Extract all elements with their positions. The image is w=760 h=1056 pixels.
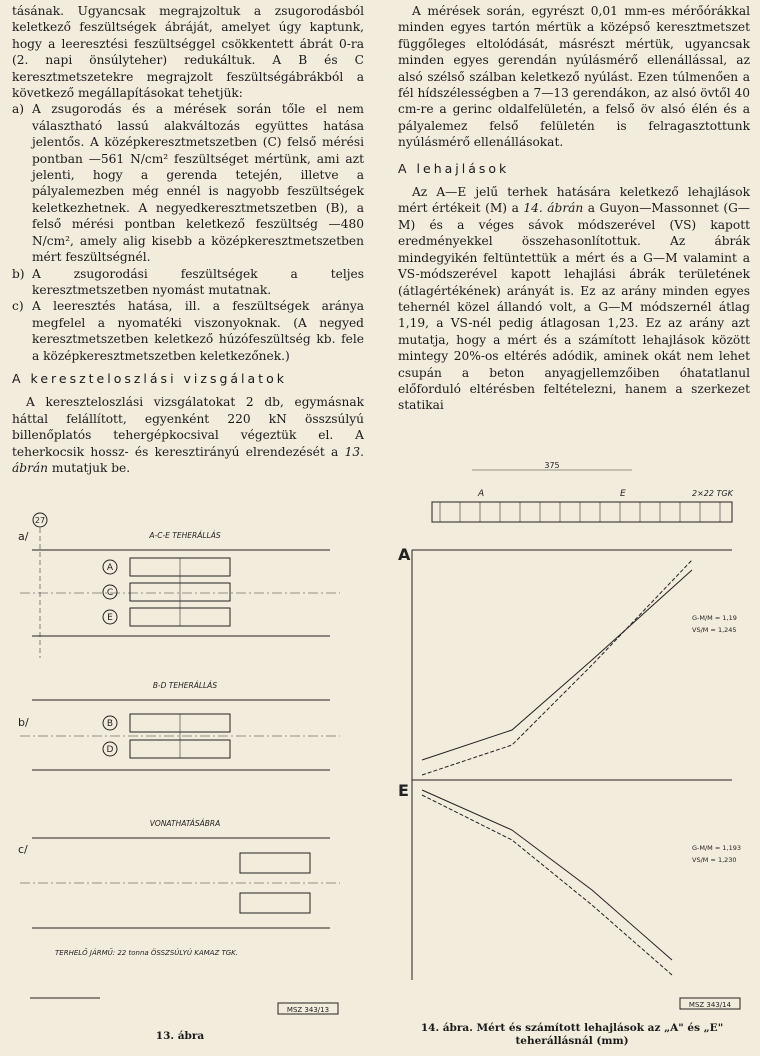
figure-ref: MSZ 343/14	[688, 1001, 732, 1009]
finding-label: c)	[12, 299, 24, 314]
finding-label: b)	[12, 266, 25, 281]
para-text: A kereszteloszlási vizsgálatokat 2 db, egymásnak háttal felállított, egyenként 220 kN összsúlyú billenőplatós tehergépkocsival végeztük el. A teherkocsik hossz- és keresztirányú elrendezését a	[12, 395, 364, 459]
section-heading: A lehajlások	[398, 160, 510, 176]
caption-text: Mért és számított lehajlások az „A" és „E" teherállásnál (mm)	[476, 1022, 724, 1047]
right-paragraph-2	[398, 184, 750, 414]
load-label: D	[106, 745, 114, 755]
calculated-line	[422, 795, 672, 975]
para-text: Az A—E jelű terhek hatására keletkező lehajlások mért értékeit (M) a	[398, 185, 750, 216]
caption-number: 14. ábra.	[420, 1022, 473, 1034]
panel-label: c/	[18, 843, 28, 856]
dimension-label: 375	[544, 461, 560, 470]
ratio-label: VS/M = 1,230	[692, 856, 737, 864]
right-column	[398, 3, 750, 414]
finding-text: A zsugorodási feszültségek a teljes keresztmetszetben nyomást mutatnak.	[32, 266, 364, 297]
figure-reference: 14. ábrán	[523, 201, 584, 216]
panel-title: A-C-E TEHERÁLLÁS	[149, 531, 221, 540]
finding-label: a)	[12, 102, 25, 117]
figure-13-drawing	[10, 508, 350, 1028]
ratio-label: VS/M = 1,245	[692, 626, 737, 634]
finding-item	[12, 298, 364, 364]
load-A-label: A	[478, 489, 485, 499]
figure-14	[392, 460, 752, 1047]
ratio-label: G-M/M = 1,193	[692, 844, 741, 852]
load-label: A	[106, 563, 114, 573]
findings-list	[12, 101, 364, 364]
left-paragraph-1: tásának. Ugyancsak megrajzoltuk a zsugorodásból keletkező feszültségek ábráját, amelyet úgy kaptunk, hogy a leeresztési feszültséggel csökkentett ábrát 0-ra (2. napi önsúlyteher) redukáltuk. A B és C keresztmetszetekre megrajzolt feszültségábrákból a következő megállapításokat tehetjük:	[12, 4, 364, 101]
figure-13	[10, 508, 350, 1042]
load-note: 2×22 TGK	[692, 489, 733, 498]
figure-ref: MSZ 343/13	[286, 1006, 330, 1014]
load-E-label: E	[620, 489, 626, 499]
finding-item	[12, 101, 364, 265]
truck-row	[130, 558, 230, 626]
panel-label: b/	[18, 716, 29, 729]
figure-13-caption: 13. ábra	[155, 1030, 205, 1042]
calculated-line	[422, 560, 692, 775]
measured-line	[422, 570, 692, 760]
measured-line	[422, 790, 672, 960]
finding-text: A zsugorodás és a mérések során tőle el nem választható lassú alakváltozás együttes hatása jelentős. A középkeresztmetszetben (C) felső mérési pontban —561 N/cm² feszültséget mértünk, ami azt jelenti, hogy a gerenda tetején, illetve a pályalemezben még ennél is nagyobb feszültségek keletkezhetnek. A negyedkeresztmetszetben (B), a felső mérési pontban keletkező feszültség —480 N/cm², amely alig kisebb a középkeresztmetszetben mért feszültségnél.	[32, 102, 364, 265]
figure-14-caption	[392, 1022, 752, 1048]
load-label: E	[107, 613, 113, 623]
girder-row	[440, 502, 720, 522]
panel-label: A	[398, 545, 411, 564]
section-heading: A kereszteloszlási vizsgálatok	[12, 370, 287, 386]
panel-label: E	[398, 781, 409, 800]
figure-reference: 13. ábrán	[12, 444, 364, 475]
panel-title: B-D TEHERÁLLÁS	[152, 681, 218, 690]
finding-text: A leeresztés hatása, ill. a feszültségek aránya megfelel a nyomatéki viszonyoknak. (A negyed keresztmetszetben keletkező húzófeszültség kb. fele a középkeresztmetszetben keletkezőnek.)	[32, 299, 364, 363]
left-paragraph-2	[12, 394, 364, 476]
finding-item	[12, 266, 364, 299]
ratio-label: G-M/M = 1,19	[692, 614, 737, 622]
panel-label: a/	[18, 530, 29, 543]
axis-number: 27	[34, 516, 46, 525]
figure-14-drawing	[392, 460, 752, 1020]
para-text: mutatjuk be.	[48, 460, 131, 475]
right-paragraph-1: A mérések során, egyrészt 0,01 mm-es mérőórákkal minden egyes tartón mértük a középső keresztmetszet függőleges eltolódását, másrészt mértük, ugyancsak minden egyes gerendán nyúlásmérő ellenállással, az alsó szélső szálban keletkező nyúlást. Ezen túlmenően a fél hídszélességben a 7—13 gerendákon, az alsó övtől 40 cm-re a gerinc oldalfelületén, a felső öv alsó élén és a pályalemez felső felületén is felragasztottunk nyúlásmérő ellenállásokat.	[398, 4, 750, 150]
para-text: a Guyon—Massonnet (G—M) és a véges sávok módszerével (VS) kapott eredményekkel összehasonlítottuk. Az ábrák mindegyikén feltüntettük a mért és a G—M valamint a VS-módszerével kapott lehajlási ábrák területének (átlagértékének) arányát is. Ez az arány minden egyes tehernél közel állandó volt, a G—M módszernél átlag 1,19, a VS-nél pedig átlagosan 1,23. Ez az arány azt mutatja, hogy a mért és a számított lehajlások között mintegy 20%-os eltérés adódik, aminek okát nem lehet csupán a beton anyagjellemzőiben óhatatlanul előforduló eltérésben feltételezni, hanem a szerkezet statikai	[398, 201, 750, 413]
left-column	[12, 3, 364, 476]
load-label: B	[106, 719, 114, 729]
panel-title: VONATHATÁSÁBRA	[149, 819, 221, 828]
load-label: C	[106, 588, 114, 598]
vehicle-note: TERHELŐ JÁRMŰ: 22 tonna ÖSSZSÚLYÚ KAMAZ TGK.	[55, 949, 239, 957]
